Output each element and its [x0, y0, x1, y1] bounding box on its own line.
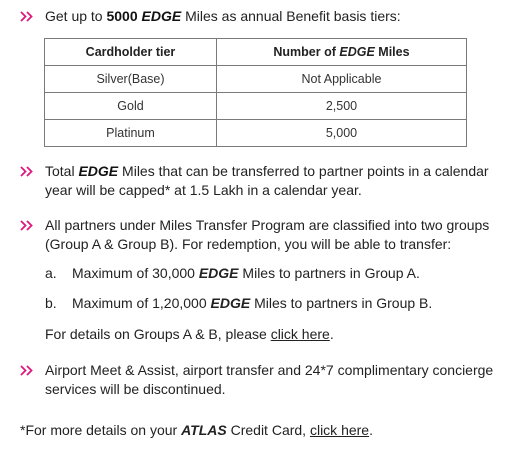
- header-number-of-miles: Number of EDGE Miles: [216, 39, 466, 66]
- table-row: [45, 66, 467, 93]
- bullet-transfer-cap: [20, 162, 516, 200]
- bullet-airport-services: [20, 361, 516, 399]
- footer-note: *For more details on your ATLAS Credit Card, click here.: [20, 422, 373, 438]
- sub-item-group-b: b. Maximum of 1,20,000 EDGE Miles to partners in Group B.: [45, 295, 433, 311]
- double-chevron-right-icon: [20, 7, 38, 26]
- groups-details-link[interactable]: click here: [270, 326, 330, 342]
- bullet-text: Airport Meet & Assist, airport transfer and 24*7 complimentary concierge services will be discontinued.: [45, 362, 494, 397]
- miles-cell: 5,000: [216, 120, 466, 147]
- miles-cell: 2,500: [216, 93, 466, 120]
- tier-cell: Platinum: [45, 120, 217, 147]
- bullet-partner-groups: [20, 216, 516, 254]
- tier-cell: Gold: [45, 93, 217, 120]
- sub-item-group-a: a. Maximum of 30,000 EDGE Miles to partners in Group A.: [45, 265, 420, 281]
- groups-details-line: For details on Groups A & B, please click here.: [45, 326, 334, 342]
- miles-cell: Not Applicable: [216, 66, 466, 93]
- table-row: [45, 120, 467, 147]
- atlas-details-link[interactable]: click here: [309, 422, 370, 438]
- bullet-text: Total EDGE Miles that can be transferred to partner points in a calendar year will be capped* at 1.5 Lakh in a calendar year.: [45, 163, 489, 198]
- double-chevron-right-icon: [20, 361, 38, 380]
- bullet-annual-benefit: [20, 7, 516, 26]
- benefit-tiers-table: [44, 38, 467, 147]
- tier-cell: Silver(Base): [45, 66, 217, 93]
- bullet-text: All partners under Miles Transfer Program are classified into two groups (Group A & Group B). For redemption, you will be able to transfer:: [45, 217, 490, 252]
- double-chevron-right-icon: [20, 216, 38, 235]
- bullet-text: Get up to 5000 EDGE Miles as annual Benefit basis tiers:: [45, 8, 401, 24]
- table-header-row: [45, 39, 467, 66]
- double-chevron-right-icon: [20, 162, 38, 181]
- table-row: [45, 93, 467, 120]
- header-cardholder-tier: Cardholder tier: [45, 39, 217, 66]
